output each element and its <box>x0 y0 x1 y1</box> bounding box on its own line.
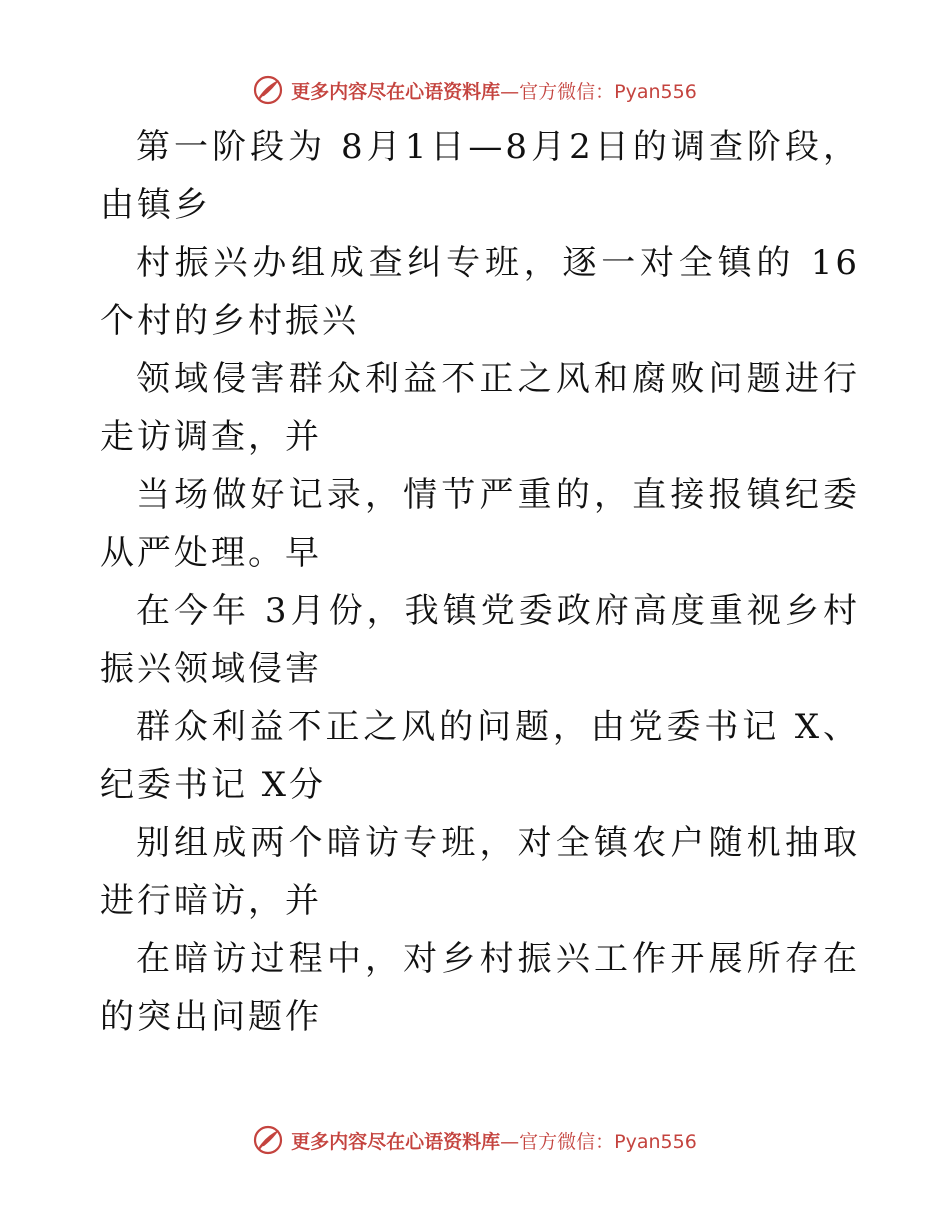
quill-logo-icon <box>253 1125 283 1155</box>
header-brand-text: 更多内容尽在心语资料库 <box>291 80 501 103</box>
paragraph: 别组成两个暗访专班，对全镇农户随机抽取进行暗访，并 <box>100 823 860 921</box>
paragraph: 当场做好记录，情节严重的，直接报镇纪委从严处理。早 <box>100 475 860 573</box>
page-footer <box>0 1120 950 1160</box>
paragraph: 在暗访过程中，对乡村振兴工作开展所存在的突出问题作 <box>100 939 860 1037</box>
paragraph: 领域侵害群众利益不正之风和腐败问题进行走访调查，并 <box>100 359 860 457</box>
paragraph: 在今年 3月份，我镇党委政府高度重视乡村振兴领域侵害 <box>100 591 860 689</box>
document-body <box>100 118 860 1046</box>
quill-logo-icon <box>253 75 283 105</box>
page-header <box>0 70 950 110</box>
footer-brand-wechat: —官方微信：Pyan556 <box>500 1130 697 1153</box>
paragraph: 群众利益不正之风的问题，由党委书记 X、纪委书记 X分 <box>100 707 860 805</box>
paragraph: 第一阶段为 8月1日—8月2日的调查阶段，由镇乡 <box>100 127 860 225</box>
header-brand-wechat: —官方微信：Pyan556 <box>500 80 697 103</box>
paragraph: 村振兴办组成查纠专班，逐一对全镇的 16 个村的乡村振兴 <box>100 243 860 341</box>
footer-brand-text: 更多内容尽在心语资料库 <box>291 1130 501 1153</box>
